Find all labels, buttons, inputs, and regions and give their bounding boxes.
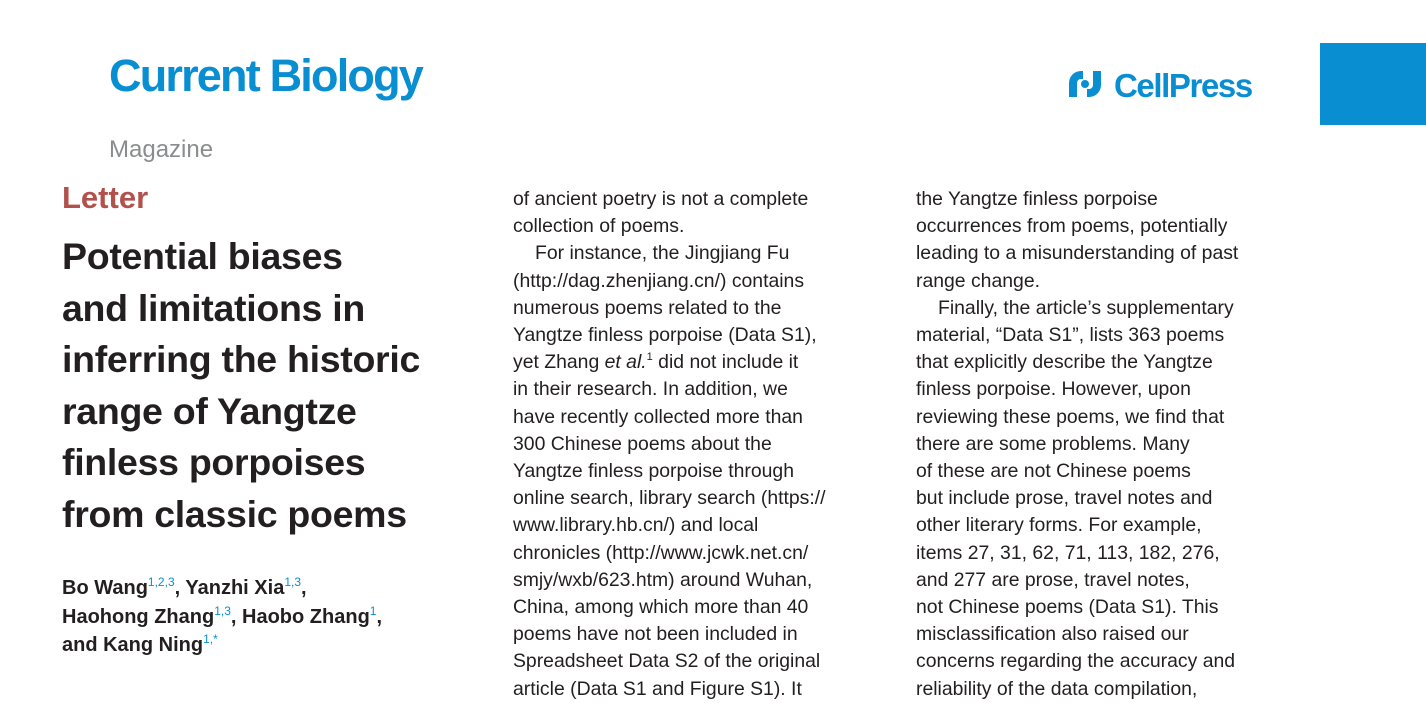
article-title [62,231,507,540]
author-affiliation[interactable]: 1,* [203,632,218,646]
author-separator: , [376,605,383,628]
article-type: Letter [62,180,149,215]
body-line: article (Data S1 and Figure S1). It [513,677,802,700]
body-line: that explicitly describe the Yangtze [916,351,1213,374]
body-line: of these are not Chinese poems [916,460,1191,483]
body-line: finless porpoise. However, upon [916,378,1191,401]
body-line: of ancient poetry is not a complete [513,188,809,210]
author-name[interactable]: Bo Wang [62,577,148,599]
body-line: and 277 are prose, travel notes, [916,568,1190,591]
body-line: Yangtze finless porpoise through [513,460,794,483]
body-line: 300 Chinese poems about the [513,432,772,455]
body-line [513,349,893,376]
body-line: not Chinese poems (Data S1). This [916,596,1219,619]
author-affiliation[interactable]: 1,3 [214,603,231,618]
body-line: Spreadsheet Data S2 of the original [513,650,821,673]
body-line: reliability of the data compilation, [916,677,1198,700]
author-affiliation[interactable]: 1,2,3 [147,575,175,589]
author-separator: , [174,577,186,599]
body-text-fragment: et al. [604,351,647,374]
title-line: inferring the historic [62,338,421,380]
section-label: Magazine [109,136,214,163]
body-line: but include prose, travel notes and [916,487,1213,510]
journal-title: Current Biology [109,50,423,101]
body-line: range change. [916,269,1040,292]
body-line: smjy/wxb/623.htm) around Wuhan, [513,568,813,591]
body-line: www.library.hb.cn/) and local [513,514,759,537]
author-list [62,574,482,660]
body-line: other literary forms. For example, [916,514,1202,537]
author-separator: , [230,605,243,628]
body-line: poems have not been included in [513,623,798,646]
body-text-fragment: yet Zhang [513,351,605,374]
body-line: numerous poems related to the [513,296,782,319]
author-separator: , [301,577,307,599]
body-line: (http://dag.zhenjiang.cn/) contains [513,269,805,292]
title-line: Potential biases [62,235,343,277]
author-affiliation[interactable]: 1,3 [284,575,302,589]
body-line: leading to a misunderstanding of past [916,242,1239,265]
author-affiliation[interactable]: 1 [369,603,377,618]
body-line: items 27, 31, 62, 71, 113, 182, 276, [916,541,1220,564]
body-line: Finally, the article’s supplementary [938,296,1234,319]
body-line: misclassification also raised our [916,623,1189,646]
body-line: online search, library search (https:// [513,487,826,510]
body-line: there are some problems. Many [916,432,1190,455]
body-line: chronicles (http://www.jcwk.net.cn/ [513,541,809,564]
title-line: range of Yangtze [62,389,357,432]
cellpress-wordmark: CellPress [1114,67,1252,104]
body-line: For instance, the Jingjiang Fu [535,242,790,265]
body-line: China, among which more than 40 [513,596,809,619]
author-name[interactable]: Haobo Zhang [242,605,370,628]
title-line: and limitations in [62,286,365,329]
author-name[interactable]: and Kang Ning [62,634,204,656]
body-column-2 [916,186,1296,703]
body-line: the Yangtze finless porpoise [916,188,1158,210]
body-line: reviewing these poems, we find that [916,405,1225,428]
body-line: Yangtze finless porpoise (Data S1), [513,324,817,347]
body-line: occurrences from poems, potentially [916,215,1228,238]
body-column-1 [513,186,893,703]
cellpress-logo[interactable] [1064,64,1252,108]
body-line: in their research. In addition, we [513,378,788,401]
body-line: material, “Data S1”, lists 363 poems [916,324,1225,347]
cellpress-logo-icon [1064,63,1106,110]
author-name[interactable]: Haohong Zhang [62,605,215,628]
title-line: finless porpoises [62,441,366,483]
header-accent-tab [1320,43,1426,125]
body-line: have recently collected more than [513,405,803,428]
body-line: concerns regarding the accuracy and [916,650,1236,673]
body-line: collection of poems. [513,215,685,238]
author-name[interactable]: Yanzhi Xia [185,577,285,599]
body-text-fragment: did not include it [652,351,799,374]
reference-marker[interactable]: 1 [646,351,653,364]
title-line: from classic poems [62,492,407,535]
